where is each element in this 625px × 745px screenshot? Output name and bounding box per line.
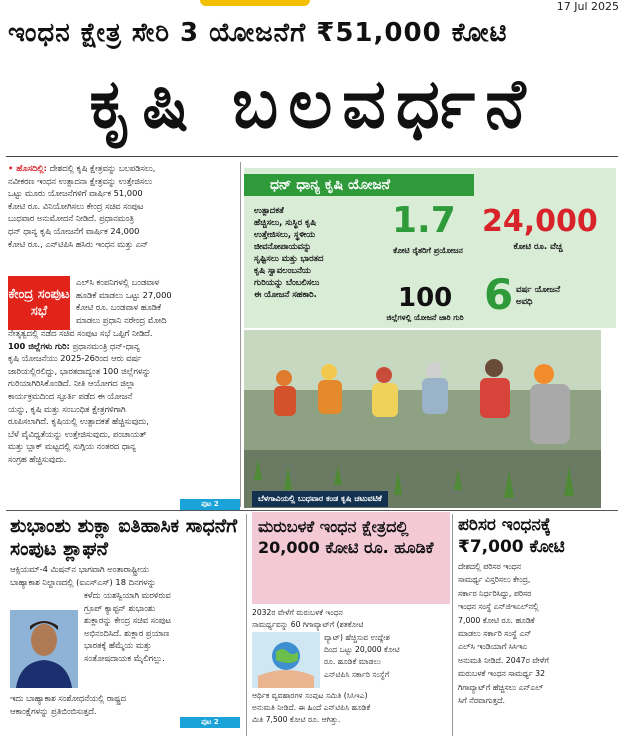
lead-line: ಕೋಟಿ ರೂ., ಎನ್‌ಟಿಪಿಸಿ ಹಸಿರು ಇಂಧನ ಮತ್ತು ಎನ್‌ (8, 238, 149, 249)
stat-years-label: ವರ್ಷ ಯೋಜನೆ ಅವಧಿ (516, 285, 561, 307)
masthead-logo-fragment (200, 0, 310, 6)
astronaut-portrait (10, 610, 78, 688)
renewable-energy-illustration (252, 632, 320, 688)
continued-page-link[interactable]: ಪುಟ 2 (180, 499, 240, 510)
paddy-field-illustration (244, 330, 601, 508)
lead-line: ನವೀಕರಣ ಇಂಧನ ಉತ್ಪಾದನಾ ಕ್ಷೇತ್ರವನ್ನು ಉತ್ತೇಜಿಸಲು (8, 175, 153, 186)
space-story-headline: ಶುಭಾಂಶು ಶುಕ್ಲಾ ಐತಿಹಾಸಿಕ ಸಾಧನೆಗೆ ಸಂಪುಟ ಶ್ಲಾಘನೆ (10, 515, 238, 560)
renewable-story-top: 2032ರ ವೇಳೆಗೆ ಮರುಬಳಕೆ ಇಂಧನ ಸಾಮರ್ಥ್ಯವನ್ನು 60 ಗಿಗಾವ್ಯಾಟ್‌ಗೆ (ಶತಕೋಟಿ (252, 608, 364, 630)
green-energy-body: ದೇಶದಲ್ಲಿ ಪರಿಸರ ಇಂಧನ ಸಾಮರ್ಥ್ಯ ವಿಸ್ತರಿಸಲು ಕೇಂದ್ರ, ಸರ್ಕಾರ ನಿರ್ಧರಿಸಿದ್ದು, ಪರಿಸರ ಇಂಧನ ಸಂಸ್ಥೆ ಎನ್‌ಜಿಇಎಲ್‌ನಲ್ಲಿ 7,000 ಕೋಟಿ ರೂ. ಹೂಡಿಕೆ ಮಾಡಲು ಸರ್ಕಾರಿ ಸಂಸ್ಥೆ ಎನ್‌ ಎಲ್‌ಸಿ ಇಂಡಿಯಾಗೆ ಸಿಸಿಇಎ ಅನುಮತಿ ನೀಡಿದೆ. 2047ರ ವೇಳೆಗೆ ಮರುಬಳಕೆ ಇಂಧನ ಸಾಮರ್ಥ್ಯ 32 ಗಿಗಾವ್ಯಾಟ್‌ಗೆ ಹೆಚ್ಚಿಸಲು ಎನ್‌ಎಲ್‌ ಸಿಗೆ ನೆರವಾಗುತ್ತದೆ. (458, 562, 549, 706)
main-headline: ಕೃಷಿ ಬಲವರ್ಧನೆ (89, 65, 536, 144)
lead-line: ಕಾರ್ಯಕ್ರಮದಿಂದ ಸ್ಫೂರ್ತಿ ಪಡೆದ ಈ ಯೋಜನೆ (8, 390, 133, 401)
space-story-lead: ಆಕ್ಸಿಯಮ್‌-4 ಮಿಷನ್‌ನ ಭಾಗವಾಗಿ ಅಂತಾರಾಷ್ಟ್ರೀಯ ಬಾಹ್ಯಾಕಾಶ ನಿಲ್ದಾಣದಲ್ಲಿ (ಐಎಸ್‌ಎಸ್‌) 18 ದಿನಗಳನ್ನು (10, 564, 156, 587)
lead-line: ಕೋಟಿ ರೂ. ವಿನಿಯೋಗಿಸಲು ಕೇಂದ್ರ ಸಚಿವ ಸಂಪುಟ (8, 200, 144, 211)
lead-line: • ಹೊಸದಿಲ್ಲಿ: ದೇಶದಲ್ಲಿ ಕೃಷಿ ಕ್ಷೇತ್ರವನ್ನು ಬಲಪಡಿಸಲು, (8, 163, 156, 173)
lead-line: ಬೆಳೆ ವೈವಿಧ್ಯತೆಯನ್ನು ಉತ್ತೇಜಿಸುವುದು, ಪಂಚಾಯತ್‌ (8, 428, 147, 439)
lead-story-body-continued (8, 327, 236, 466)
lead-story-body (8, 162, 236, 250)
lead-line: ಕೃಷಿ ಯೋಜನೆಯು 2025-26ರಿಂದ ಆರು ವರ್ಷ (8, 353, 142, 364)
lead-line: ಮತ್ತು ಬ್ಲಾಕ್‌ ಮಟ್ಟದಲ್ಲಿ ಸುಗ್ಗಿಯ ನಂತರದ ಧಾನ್ಯ (8, 441, 136, 452)
photo-edge (606, 330, 607, 508)
lead-line: ಯನ್ನು, ಕೃಷಿ ಮತ್ತು ಸಂಬಂಧಿತ ಕ್ಷೇತ್ರಗಳಿಗಾಗಿ (8, 403, 126, 414)
stat-cost-value: 24,000 (482, 204, 598, 239)
renewable-story-headline: ಮರುಬಳಕೆ ಇಂಧನ ಕ್ಷೇತ್ರದಲ್ಲಿ 20,000 ಕೋಟಿ ರೂ. ಹೂಡಿಕೆ (258, 517, 434, 557)
green-energy-headline-bottom: ₹7,000 ಕೋಟಿ (458, 537, 565, 557)
space-story-end: ಇದು ಬಾಹ್ಯಾಕಾಶ ಸಂಶೋಧನೆಯಲ್ಲಿ ರಾಷ್ಟ್ರದ ಆಕಾಂಕ್ಷೆಗಳನ್ನು ಪ್ರತಿಬಿಂಬಿಸುತ್ತದೆ. (10, 693, 126, 716)
farm-workers-photo (244, 330, 601, 508)
lead-line: ರೂಪಿಸಲಾಗಿದೆ. ಕೃಷಿಯಲ್ಲಿ ಉತ್ಪಾದಕತೆ ಹೆಚ್ಚಿಸುವುದು, (8, 416, 149, 427)
infographic-title: ಧನ್‌ ಧಾನ್ಯ ಕೃಷಿ ಯೋಜನೆ (244, 174, 474, 196)
continued-page-link[interactable]: ಪುಟ 2 (180, 717, 240, 728)
lead-line: 100 ಜಿಲ್ಲೆಗಳು ಗುರಿ: ಪ್ರಧಾನಮಂತ್ರಿ ಧನ್-ಧಾನ್ಯ (8, 340, 140, 351)
lead-line: ಗುರಿಯಾಗಿರಿಸಿಕೊಂಡಿದೆ. ನೀತಿ ಆಯೋಗದ ಜಿಲ್ಲಾ (8, 378, 136, 389)
lead-side-text (76, 276, 236, 326)
lead-line: ಕೋಟಿ ರೂ. ಬಂಡವಾಳ ಹೂಡಿಕೆ (76, 302, 162, 313)
lead-line: ಎಲ್‌ಸಿ ಕಂಪನಿಗಳಲ್ಲಿ ಬಂಡವಾಳ (76, 277, 160, 287)
kicker-headline: ಇಂಧನ ಕ್ಷೇತ್ರ ಸೇರಿ 3 ಯೋಜನೆಗೆ ₹51,000 ಕೋಟಿ (8, 18, 508, 48)
lead-line: ನೇತೃತ್ವದಲ್ಲಿ ನಡೆದ ಸಚಿವ ಸಂಪುಟ ಸಭೆ ಒಪ್ಪಿಗೆ ನೀಡಿದೆ. (8, 328, 153, 338)
green-energy-headline-top: ಪರಿಸರ ಇಂಧನಕ್ಕೆ (458, 515, 551, 535)
lead-line: ಸಂಗ್ರಹ ಹೆಚ್ಚಿಸುವುದು. (8, 453, 67, 464)
stat-districts-label: ಜಿಲ್ಲೆಗಳಲ್ಲಿ ಯೋಜನೆ ಜಾರಿ ಗುರಿ (386, 313, 464, 322)
renewable-story-bottom: ಆರ್ಥಿಕ ವ್ಯವಹಾರಗಳ ಸಂಪುಟ ಸಮಿತಿ (ಸಿಸಿಇಎ) ಅನುಮತಿ ನೀಡಿದೆ. ಈ ಹಿಂದೆ ಎನ್‌ಟಿಪಿಸಿ ಹೂಡಿಕೆ ಮಿತಿ 7,500 ಕೋಟಿ ರೂ. ಆಗಿತ್ತು. (252, 691, 371, 725)
column-divider (240, 162, 241, 507)
issue-date: 17 Jul 2025 (556, 0, 619, 13)
stat-farmers-value: 1.7 (392, 200, 456, 241)
lead-subhead: 100 ಜಿಲ್ಲೆಗಳು ಗುರಿ: (8, 340, 70, 351)
masthead-strip (0, 0, 625, 14)
stat-districts-value: 100 (398, 283, 453, 313)
person-icon (10, 610, 78, 688)
stat-cost-label: ಕೋಟಿ ರೂ. ವೆಚ್ಚ (513, 242, 563, 252)
stat-years-value: 6 (484, 270, 514, 319)
lead-line: ಹೂಡಿಕೆ ಮಾಡಲು ಒಟ್ಟು 27,000 (76, 289, 172, 300)
lead-line: ಒಟ್ಟು ಮೂರು ಯೋಜನೆಗಳಿಗೆ ವಾರ್ಷಿಕ 51,000 (8, 188, 143, 199)
infographic-body: ಉತ್ಪಾದಕತೆ ಹೆಚ್ಚಿಸಲು, ಸುಸ್ಥಿರ ಕೃಷಿ ಉತ್ತೇಜಿಸಲು, ಸ್ಥಳೀಯ ಜೀವನೋಪಾಯವನ್ನು ಸೃಷ್ಟಿಸಲು ಮತ್ತು ಭಾರತದ ಕೃಷಿ ಸ್ವಾವಲಂಬನೆಯ ಗುರಿಯನ್ನು ಬೆಂಬಲಿಸಲು ಈ ಯೋಜನೆ ಸಹಕಾರಿ. (254, 205, 324, 299)
stat-farmers-label: ಕೋಟಿ ರೈತರಿಗೆ ಪ್ರಯೋಜನ (393, 246, 463, 255)
lead-line: ಬುಧವಾರ ಅನುಮೋದನೆ ನೀಡಿದೆ. ಪ್ರಧಾನಮಂತ್ರಿ (8, 213, 134, 224)
lead-line: ಧನ್‌ ಧಾನ್ಯ ಕೃಷಿ ಯೋಜನೆಗೆ ವಾರ್ಷಿಕ 24,000 (8, 225, 140, 236)
column-divider (246, 514, 247, 736)
lead-dateline: • ಹೊಸದಿಲ್ಲಿ: (8, 163, 47, 173)
section-rule (6, 510, 618, 511)
column-divider (452, 514, 453, 736)
renewable-story-side: ವ್ಯಾಟ್‌) ಹೆಚ್ಚಿಸುವ ಉದ್ದೇಶ ದಿಂದ ಒಟ್ಟು 20,000 ಕೋಟಿ ರೂ. ಹೂಡಿಕೆ ಮಾಡಲು ಎನ್‌ಟಿಪಿಸಿ ಸರ್ಕಾರಿ ಸಂಸ್ಥೆಗೆ (324, 633, 400, 679)
headline-rule (6, 156, 618, 157)
space-story-side: ಕಳೆದು ಯಶಸ್ವಿಯಾಗಿ ಮರಳಿರುವ ಗ್ರೂಪ್‌ ಕ್ಯಾಪ್ಟನ್‌ ಶುಭಾಂಶು ಶುಕ್ಲಾರನ್ನು ಕೇಂದ್ರ ಸಚಿವ ಸಂಪುಟ ಅಭಿನಂದಿಸಿದೆ. ಶುಕ್ಲಾರ ಪ್ರಯಾಣ ಭಾರತಕ್ಕೆ ಹೆಮ್ಮೆಯ ಮತ್ತು ಸಂತೋಷದಾಯಕ ಮೈಲಿಗಲ್ಲು. (84, 590, 171, 663)
earth-hands-icon (252, 632, 320, 688)
cabinet-meeting-badge: ಕೇಂದ್ರ ಸಂಪುಟ ಸಭೆ (8, 276, 70, 330)
photo-caption: ಬೆಳಗಾವಿಯಲ್ಲಿ ಬುಧವಾರ ಕಂಡ ಕೃಷಿ ಚಟುವಟಿಕೆ (252, 491, 388, 507)
lead-line: ಜಾರಿಯಲ್ಲಿರಲಿದ್ದು, ಭಾರತದಾದ್ಯಂತ 100 ಜಿಲ್ಲೆಗಳನ್ನು (8, 365, 151, 376)
lead-line: ಮಾಡಲು ಪ್ರಧಾನಿ ನರೇಂದ್ರ ಮೋದಿ (76, 314, 167, 325)
